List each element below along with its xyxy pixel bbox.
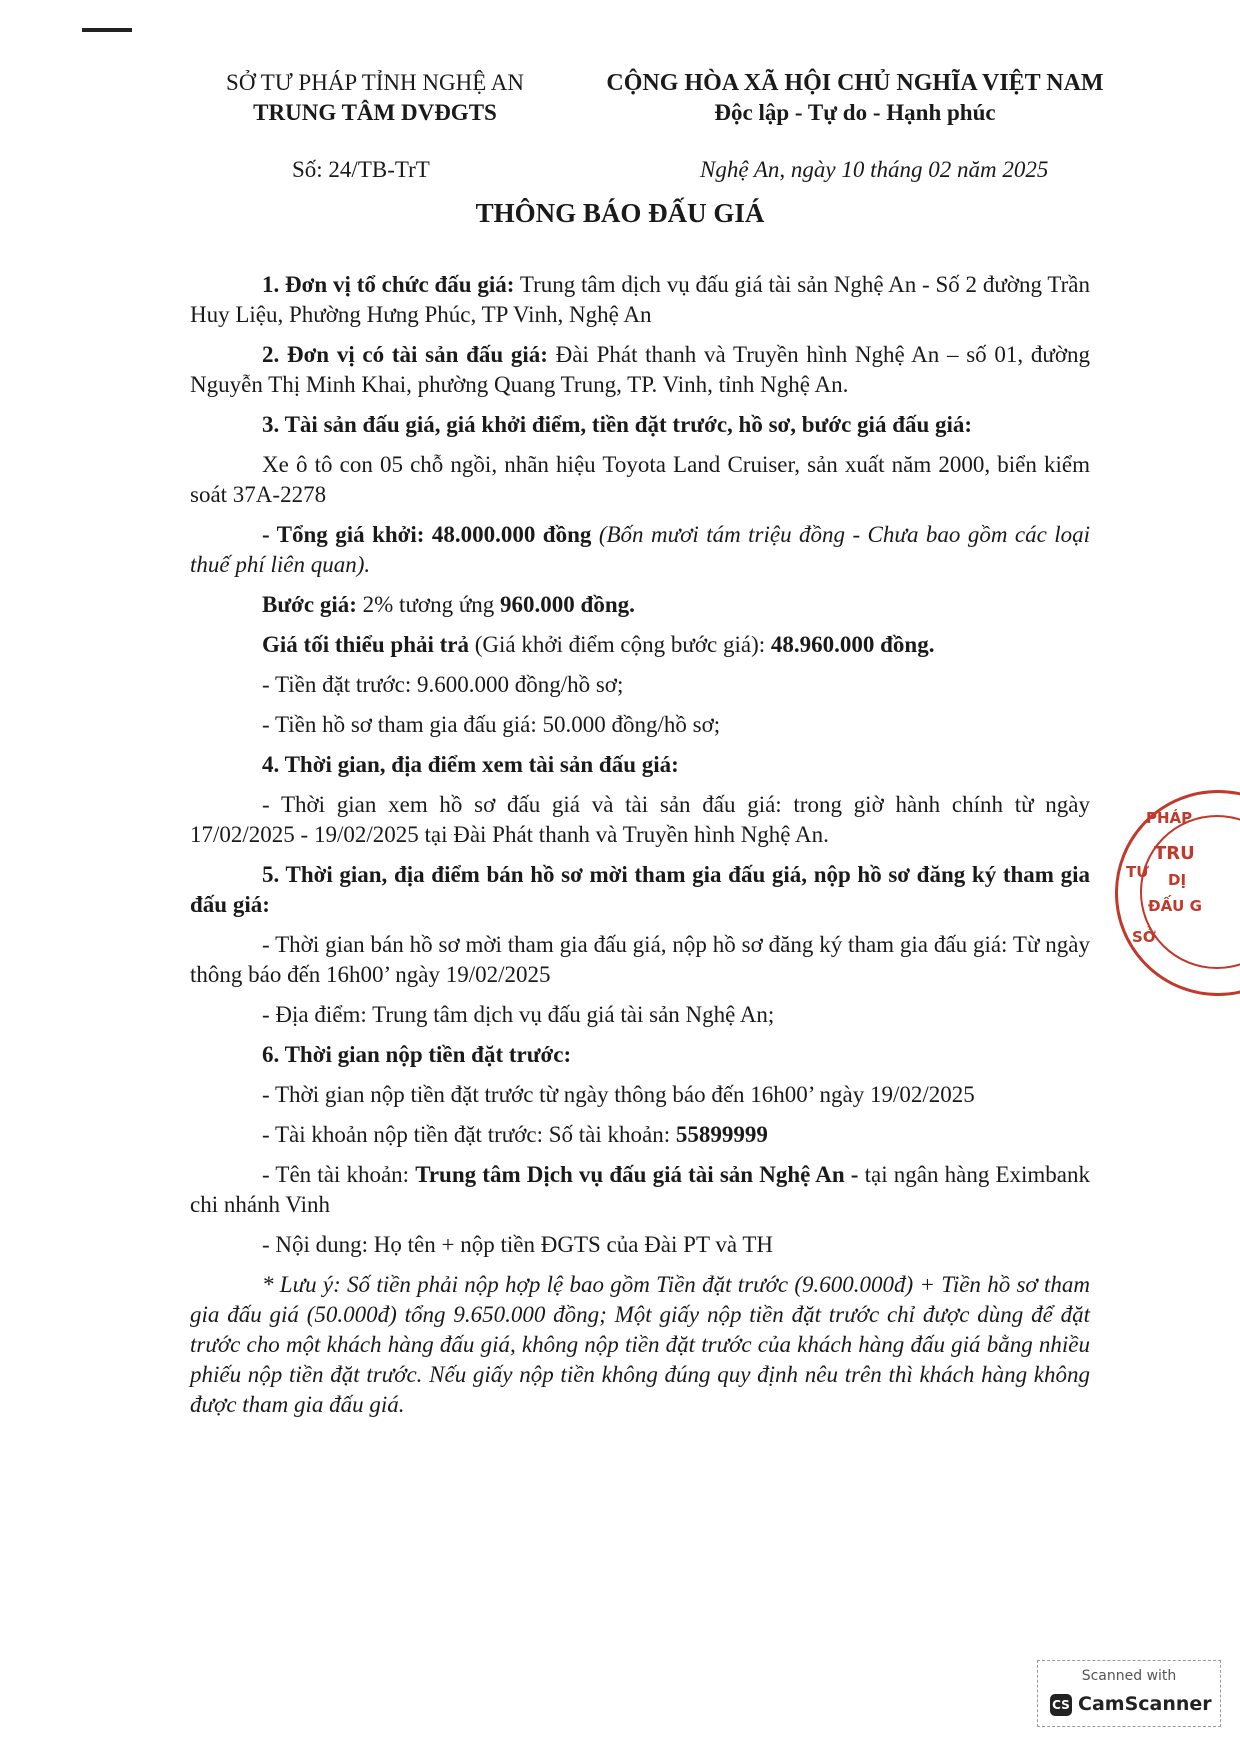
account-name-label: - Tên tài khoản: <box>262 1162 410 1187</box>
place-date: Nghệ An, ngày 10 tháng 02 năm 2025 <box>700 157 1049 182</box>
org-parent: SỞ TƯ PHÁP TỈNH NGHỆ AN <box>226 70 524 95</box>
national-motto: Độc lập - Tự do - Hạnh phúc <box>714 100 996 125</box>
minimum-payment-label: Giá tối thiểu phải trả <box>262 632 470 657</box>
section-2-text: Đài Phát thanh và Truyền hình Nghệ An – số 01, đường Nguyễn Thị Minh Khai, phường Quang Trung, TP. Vinh, tỉnh Nghệ An. <box>190 342 1090 397</box>
section-2-label: 2. Đơn vị có tài sản đấu giá: <box>262 342 548 367</box>
note-paragraph: * Lưu ý: Số tiền phải nộp hợp lệ bao gồm Tiền đặt trước (9.600.000đ) + Tiền hồ sơ tham gia đấu giá (50.000đ) tổng 9.650.000 đồng; Một giấy nộp tiền đặt trước chỉ được dùng để đặt trước cho một khách hàng đấu giá, không nộp tiền đặt trước của khách hàng đấu giá bằng nhiều phiếu nộp tiền đặt trước. Nếu giấy nộp tiền không đúng quy định nêu trên thì khách hàng không được tham gia đấu giá. <box>190 1272 1090 1417</box>
account-name <box>190 1160 1090 1220</box>
watermark-brand: CamScanner <box>1078 1693 1212 1715</box>
scan-mark <box>82 28 132 32</box>
section-2 <box>190 340 1090 400</box>
camscanner-watermark <box>1037 1660 1221 1727</box>
deposit-amount: - Tiền đặt trước: 9.600.000 đồng/hồ sơ; <box>262 672 624 697</box>
deposit-account <box>190 1120 1090 1150</box>
minimum-payment-value: 48.960.000 đồng. <box>770 632 935 657</box>
watermark-caption: Scanned with <box>1081 1668 1177 1684</box>
account-name-value: Trung tâm Dịch vụ đấu giá tài sản Nghệ An - <box>415 1162 859 1187</box>
starting-price <box>190 520 1090 580</box>
account-bank: tại ngân hàng Eximbank chi nhánh Vinh <box>190 1162 1091 1217</box>
seal-text-bottom: ĐẤU G <box>1148 897 1202 915</box>
nation-name: CỘNG HÒA XÃ HỘI CHỦ NGHĨA VIỆT NAM <box>606 70 1104 96</box>
seal-text-lower-left: SỞ <box>1132 928 1156 946</box>
issuing-organization <box>200 68 550 128</box>
seal-text-top: PHÁP <box>1146 809 1193 827</box>
section-1-label: 1. Đơn vị tổ chức đấu giá: <box>262 272 515 297</box>
transfer-content: - Nội dung: Họ tên + nộp tiền ĐGTS của Đài PT và TH <box>262 1232 774 1257</box>
minimum-payment <box>190 630 1090 660</box>
starting-price-note: (Bốn mươi tám triệu đồng - Chưa bao gồm các loại thuế phí liên quan). <box>190 522 1090 577</box>
section-1 <box>190 270 1090 330</box>
deposit-account-label: - Tài khoản nộp tiền đặt trước: Số tài khoản: <box>262 1122 671 1147</box>
red-seal-stamp <box>1115 790 1240 996</box>
section-5-heading: 5. Thời gian, địa điểm bán hồ sơ mời tham gia đấu giá, nộp hồ sơ đăng ký tham gia đấu giá: <box>190 862 1090 917</box>
bid-step-text: 2% tương ứng <box>362 592 495 617</box>
seal-text-center: TRU <box>1154 843 1195 864</box>
camscanner-logo-icon: CS <box>1050 1694 1072 1716</box>
section-1-text: Trung tâm dịch vụ đấu giá tài sản Nghệ An - Số 2 đường Trần Huy Liệu, Phường Hưng Phúc, TP Vinh, Nghệ An <box>190 272 1090 327</box>
seal-text-middle: DỊ <box>1168 871 1187 889</box>
deposit-time: - Thời gian nộp tiền đặt trước từ ngày thông báo đến 16h00’ ngày 19/02/2025 <box>262 1082 975 1107</box>
section-4-text: - Thời gian xem hồ sơ đấu giá và tài sản đấu giá: trong giờ hành chính từ ngày 17/02/2025 - 19/02/2025 tại Đài Phát thanh và Truyền hình Nghệ An. <box>190 792 1090 847</box>
deposit-account-number: 55899999 <box>675 1122 768 1147</box>
section-6-heading: 6. Thời gian nộp tiền đặt trước: <box>262 1042 572 1067</box>
org-name: TRUNG TÂM DVĐGTS <box>253 100 497 125</box>
seal-text-left: TƯ <box>1126 863 1149 881</box>
document-title: THÔNG BÁO ĐẤU GIÁ <box>475 198 765 228</box>
minimum-payment-text: (Giá khởi điểm cộng bước giá): <box>474 632 766 657</box>
national-heading <box>585 68 1125 128</box>
section-5-text: - Thời gian bán hồ sơ mời tham gia đấu giá, nộp hồ sơ đăng ký tham gia đấu giá: Từ ngày thông báo đến 16h00’ ngày 19/02/2025 <box>190 932 1090 987</box>
section-5-place: - Địa điểm: Trung tâm dịch vụ đấu giá tài sản Nghệ An; <box>262 1002 775 1027</box>
bid-step-value: 960.000 đồng. <box>500 592 635 617</box>
application-fee: - Tiền hồ sơ tham gia đấu giá: 50.000 đồng/hồ sơ; <box>262 712 721 737</box>
section-3-heading: 3. Tài sản đấu giá, giá khởi điểm, tiền đặt trước, hồ sơ, bước giá đấu giá: <box>262 412 973 437</box>
starting-price-label: - Tổng giá khởi: 48.000.000 đồng <box>262 522 592 547</box>
bid-step-label: Bước giá: <box>262 592 357 617</box>
bid-step <box>190 590 1090 620</box>
asset-description: Xe ô tô con 05 chỗ ngồi, nhãn hiệu Toyota Land Cruiser, sản xuất năm 2000, biển kiểm soát 37A-2278 <box>190 452 1090 507</box>
document-number: Số: 24/TB-TrT <box>292 157 430 182</box>
section-4-heading: 4. Thời gian, địa điểm xem tài sản đấu giá: <box>262 752 679 777</box>
